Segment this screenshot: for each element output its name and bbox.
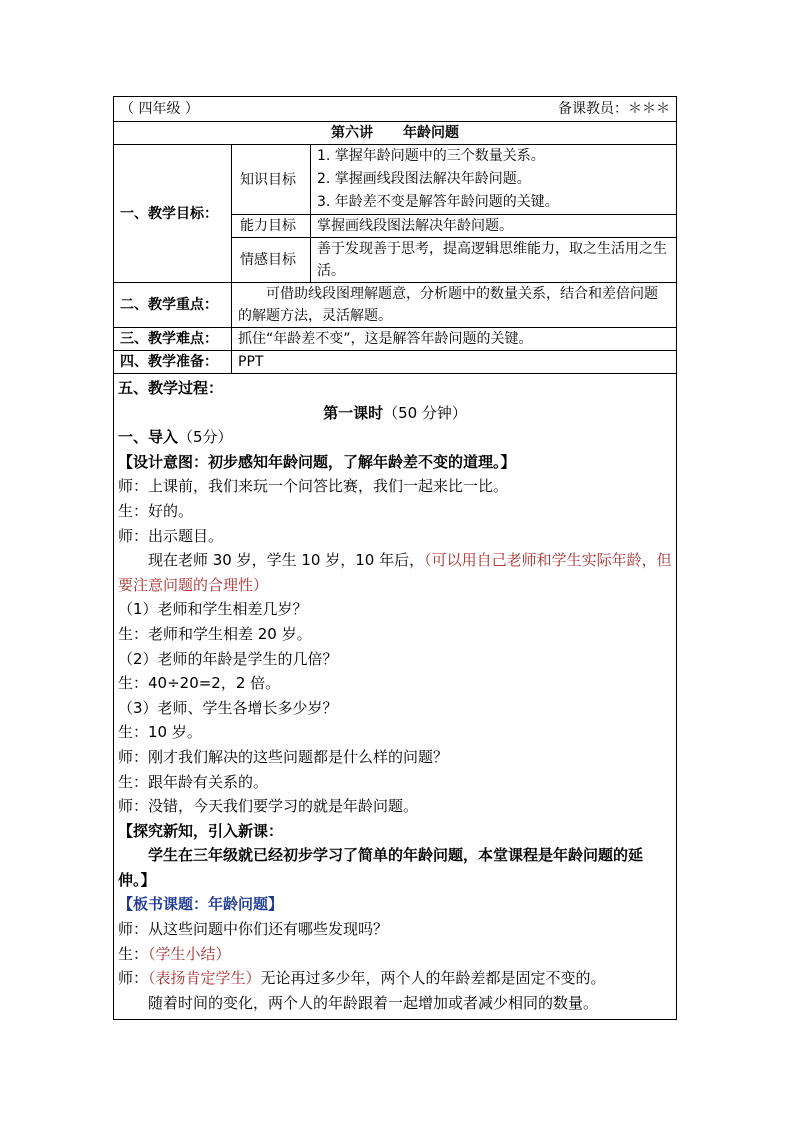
remark: （表扬肯定学生） [148, 969, 261, 988]
dialogue-line: 师：刚才我们解决的这些问题都是什么样的问题？ [118, 747, 449, 766]
emotion-goal-text: 善于发现善于思考，提高逻辑思维能力，取之生活用之生活。 [311, 238, 677, 283]
question-line: （2）老师的年龄是学生的几倍？ [118, 649, 338, 668]
emotion-goal-label: 情感目标 [232, 238, 311, 283]
difficulty-text: 抓住“年龄差不变”，这是解答年龄问题的关键。 [232, 328, 677, 351]
answer-line: 生：老师和学生相差 20 岁。 [118, 624, 312, 643]
dialogue-line [118, 942, 672, 967]
answer-line: 生：40÷20=2，2 倍。 [118, 674, 281, 693]
ability-goal-label: 能力目标 [232, 215, 311, 238]
dialogue-line: 师：没错，今天我们要学习的就是年龄问题。 [118, 797, 419, 816]
knowledge-goal-label: 知识目标 [232, 145, 311, 215]
problem-remark: （可以用自己老师和学生实际年龄，但要注意问题的合理性） [118, 551, 672, 594]
lesson-title [114, 122, 677, 145]
question-line: （3）老师、学生各增长多少岁？ [118, 698, 338, 717]
ability-goal-text: 掌握画线段图法解决年龄问题。 [311, 215, 677, 238]
process-label: 五、教学过程： [118, 379, 224, 397]
knowledge-goal-item: 3. 年龄差不变是解答年龄问题的关键。 [317, 194, 559, 210]
problem-statement [118, 548, 672, 597]
explore-text: 学生在三年级就已经初步学习了简单的年龄问题，本堂课程是年龄问题的延伸。】 [118, 846, 644, 889]
board-title: 【板书课题：年龄问题】 [118, 895, 284, 914]
focus-label: 二、教学重点： [114, 283, 232, 328]
prep-text: PPT [232, 351, 677, 374]
difficulty-label: 三、教学难点： [114, 328, 232, 351]
dialogue-line: 师：上课前，我们来玩一个问答比赛，我们一起来比一比。 [118, 477, 509, 496]
problem-text: 现在老师 30 岁，学生 10 岁，10 年后， [148, 551, 425, 570]
dialogue-line: 师：出示题目。 [118, 526, 224, 545]
answer-line: 生：10 岁。 [118, 723, 202, 742]
speaker: 师： [118, 969, 149, 988]
dialogue-line: 生：跟年龄有关系的。 [118, 772, 269, 791]
dialogue-line: 生：好的。 [118, 501, 194, 520]
remark: （学生小结） [148, 944, 231, 963]
teacher-label: 备课教员：＊＊＊ [558, 101, 670, 117]
conclusion-line: 随着时间的变化，两个人的年龄跟着一起增加或者减少相同的数量。 [148, 993, 599, 1012]
period-title: 第一课时 [323, 403, 384, 422]
lesson-name: 年龄问题 [403, 125, 459, 141]
question-line: （1）老师和学生相差几岁？ [118, 600, 308, 619]
statement: 无论再过多少年，两个人的年龄差都是固定不变的。 [260, 969, 606, 988]
grade-label: （ 四年级 ） [120, 101, 199, 117]
goals-label: 一、教学目标： [114, 145, 232, 283]
speaker: 生： [118, 944, 149, 963]
lesson-plan-table [113, 96, 677, 1020]
focus-text: 可借助线段图理解题意，分析题中的数量关系，结合和差倍问题的解题方法，灵活解题。 [232, 283, 677, 328]
design-intent: 【设计意图：初步感知年龄问题，了解年龄差不变的道理。】 [118, 452, 516, 471]
intro-duration: （5分） [178, 428, 233, 447]
period-duration: （50 分钟） [383, 403, 467, 422]
dialogue-line [118, 966, 672, 991]
prep-label: 四、教学准备： [114, 351, 232, 374]
header-row [114, 97, 677, 122]
knowledge-goal-list [311, 145, 677, 215]
intro-label: 一、导入 [118, 428, 179, 447]
knowledge-goal-item: 1. 掌握年龄问题中的三个数量关系。 [317, 148, 545, 164]
lesson-number: 第六讲 [331, 125, 373, 141]
explore-heading: 【探究新知，引入新课： [118, 821, 284, 840]
knowledge-goal-item: 2. 掌握画线段图法解决年龄问题。 [317, 171, 531, 187]
dialogue-line: 师：从这些问题中你们还有哪些发现吗？ [118, 920, 389, 939]
process-section [114, 374, 677, 1020]
